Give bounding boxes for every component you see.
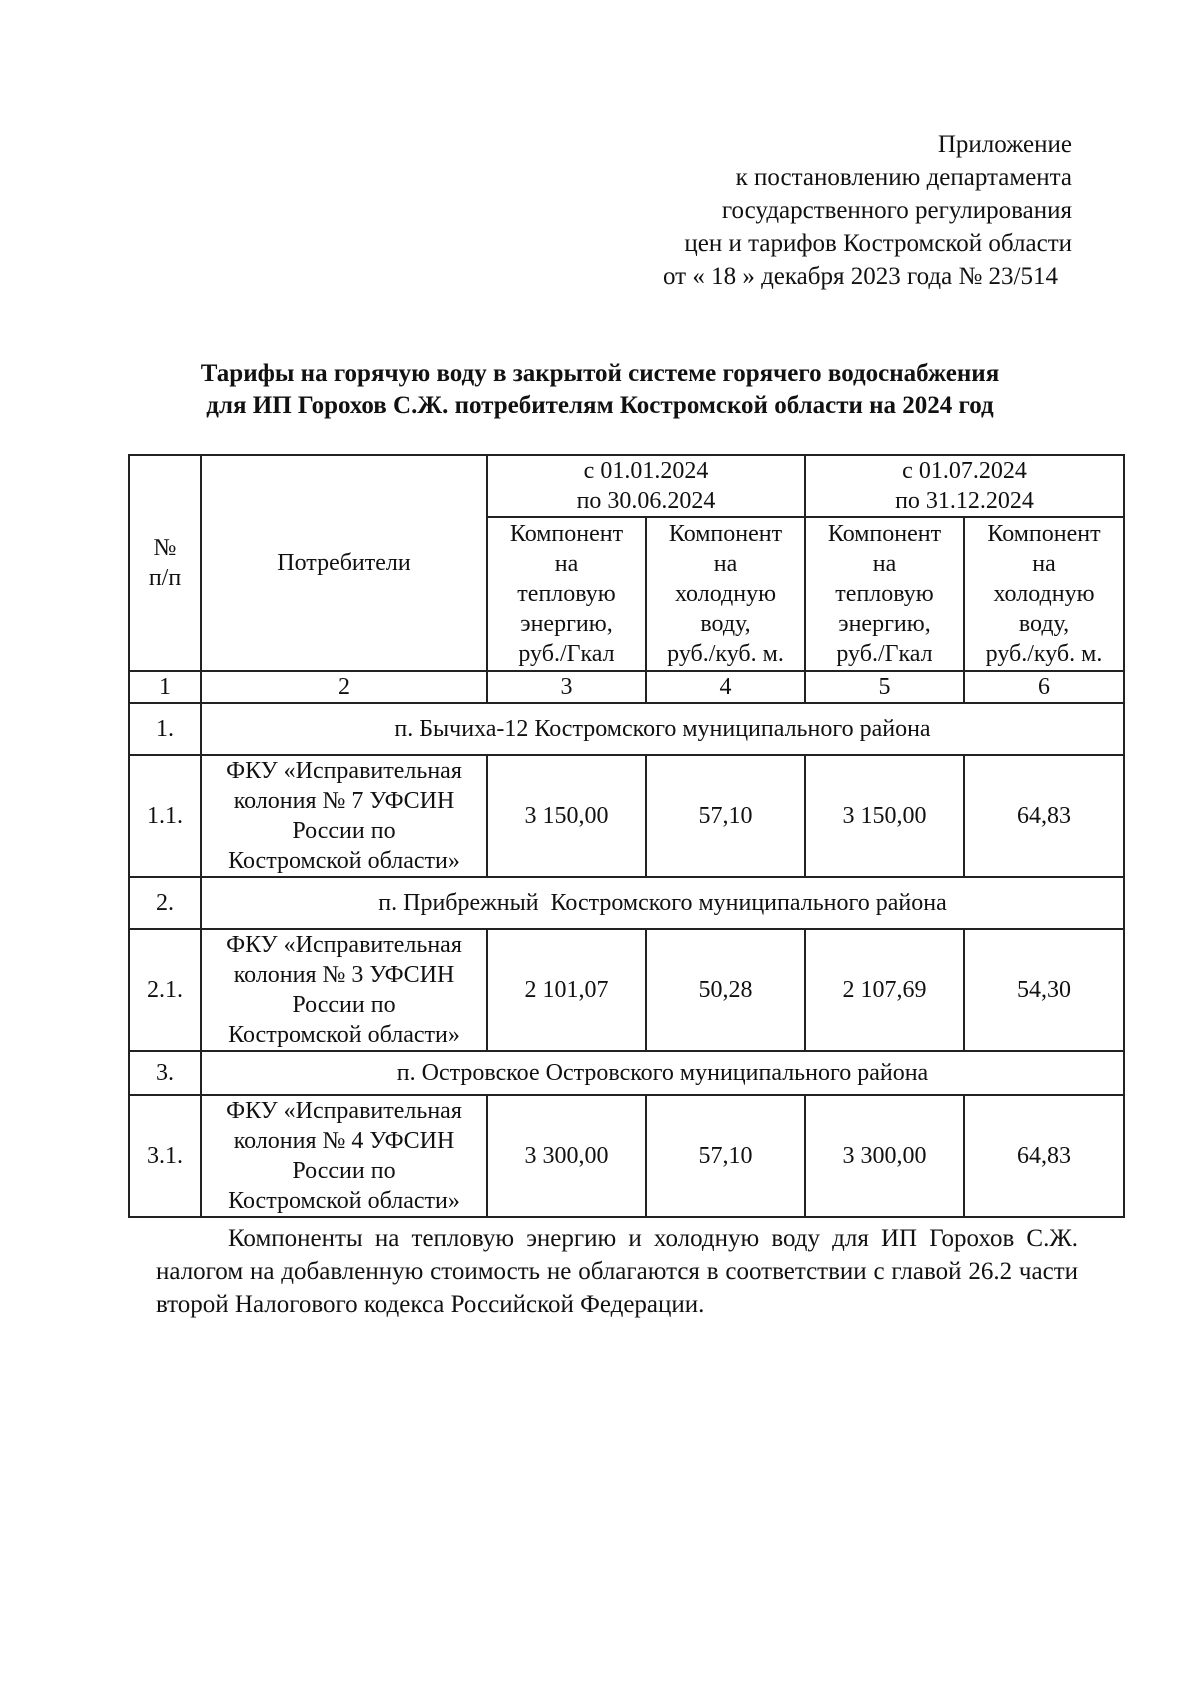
- cold-tariff-h2: 64,83: [964, 1095, 1124, 1217]
- appendix-line: цен и тарифов Костромской области: [684, 230, 1072, 257]
- cold-tariff-h1: 50,28: [646, 929, 805, 1051]
- header-heat-component-2: Компонент на тепловую энергию, руб./Гкал: [805, 517, 964, 671]
- row-number: 1.1.: [129, 755, 201, 877]
- document-title-line: для ИП Горохов С.Ж. потребителям Костромской области на 2024 год: [206, 392, 994, 419]
- tariffs-table: [128, 454, 1125, 1218]
- consumer-name: ФКУ «Исправительная колония № 4 УФСИН России по Костромской области»: [201, 1095, 487, 1217]
- row-number: 2.1.: [129, 929, 201, 1051]
- header-period-1: с 01.01.2024 по 30.06.2024: [487, 455, 805, 517]
- header-number: № п/п: [129, 455, 201, 671]
- table-row: [129, 755, 1124, 877]
- column-index: 2: [201, 671, 487, 703]
- group-locality: п. Бычиха-12 Костромского муниципального района: [201, 703, 1124, 755]
- heat-tariff-h1: 3 150,00: [487, 755, 646, 877]
- consumer-name: ФКУ «Исправительная колония № 3 УФСИН России по Костромской области»: [201, 929, 487, 1051]
- group-row: [129, 703, 1124, 755]
- header-cold-component-1: Компонент на холодную воду, руб./куб. м.: [646, 517, 805, 671]
- table-row: [129, 929, 1124, 1051]
- header-consumers: Потребители: [201, 455, 487, 671]
- cold-tariff-h1: 57,10: [646, 755, 805, 877]
- row-number: 3.1.: [129, 1095, 201, 1217]
- group-number: 2.: [129, 877, 201, 929]
- header-heat-component-1: Компонент на тепловую энергию, руб./Гкал: [487, 517, 646, 671]
- column-index: 1: [129, 671, 201, 703]
- cold-tariff-h1: 57,10: [646, 1095, 805, 1217]
- appendix-line: государственного регулирования: [721, 197, 1072, 224]
- heat-tariff-h2: 2 107,69: [805, 929, 964, 1051]
- table-row: [129, 1095, 1124, 1217]
- group-row: [129, 877, 1124, 929]
- cold-tariff-h2: 64,83: [964, 755, 1124, 877]
- column-index: 5: [805, 671, 964, 703]
- heat-tariff-h1: 3 300,00: [487, 1095, 646, 1217]
- column-index: 3: [487, 671, 646, 703]
- heat-tariff-h2: 3 300,00: [805, 1095, 964, 1217]
- group-number: 1.: [129, 703, 201, 755]
- group-row: [129, 1051, 1124, 1095]
- consumer-name: ФКУ «Исправительная колония № 7 УФСИН России по Костромской области»: [201, 755, 487, 877]
- column-index: 4: [646, 671, 805, 703]
- document-title-line: Тарифы на горячую воду в закрытой системе горячего водоснабжения: [200, 360, 1000, 387]
- header-cold-component-2: Компонент на холодную воду, руб./куб. м.: [964, 517, 1124, 671]
- appendix-title: Приложение: [937, 131, 1072, 158]
- appendix-date-number: от « 18 » декабря 2023 года № 23/514: [662, 263, 1058, 290]
- tax-note: [156, 1222, 1078, 1321]
- group-locality: п. Прибрежный Костромского муниципального района: [201, 877, 1124, 929]
- appendix-line: к постановлению департамента: [735, 164, 1072, 191]
- group-locality: п. Островское Островского муниципального района: [201, 1051, 1124, 1095]
- column-index: 6: [964, 671, 1124, 703]
- heat-tariff-h1: 2 101,07: [487, 929, 646, 1051]
- header-period-2: с 01.07.2024 по 31.12.2024: [805, 455, 1124, 517]
- document-title: [120, 358, 1080, 422]
- column-index-row: [129, 671, 1124, 703]
- cold-tariff-h2: 54,30: [964, 929, 1124, 1051]
- header-row: [129, 455, 1124, 517]
- tax-note-text: Компоненты на тепловую энергию и холодную воду для ИП Горохов С.Ж. налогом на добавленную стоимость не облагаются в соответствии с главой 26.2 части второй Налогового кодекса Российской Федерации.: [156, 1225, 1078, 1318]
- group-number: 3.: [129, 1051, 201, 1095]
- heat-tariff-h2: 3 150,00: [805, 755, 964, 877]
- appendix-block: [663, 128, 1072, 293]
